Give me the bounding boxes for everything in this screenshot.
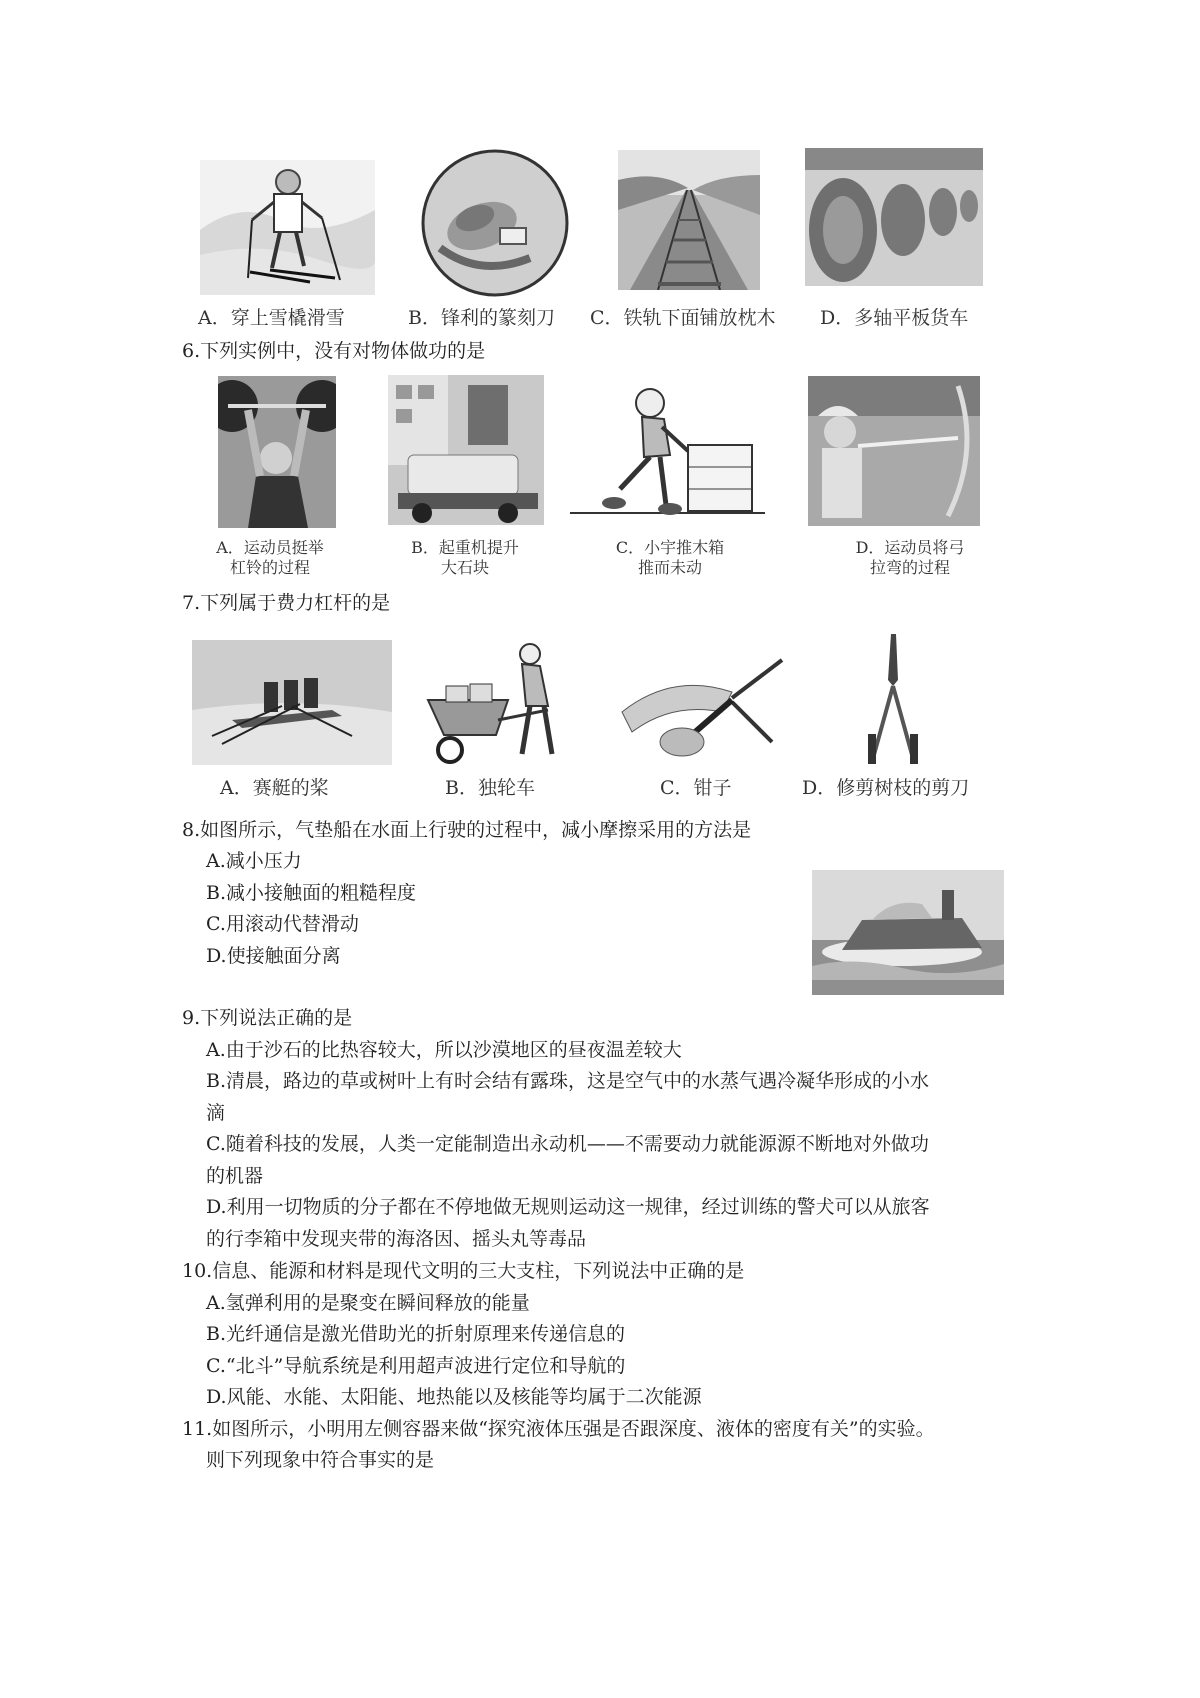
q9-line-6: D.利用一切物质的分子都在不停地做无规则运动这一规律，经过训练的警犬可以从旅客 xyxy=(206,1196,930,1218)
q6-option-d-caption xyxy=(825,538,995,578)
q5-option-b: B．锋利的篆刻刀 xyxy=(408,307,555,329)
q11-stem-line1: 11.如图所示，小明用左侧容器来做“探究液体压强是否跟深度、液体的密度有关”的实验。 xyxy=(182,1418,935,1440)
q6-option-a-line2: 杠铃的过程 xyxy=(229,558,310,577)
q9-line-2: B.清晨，路边的草或树叶上有时会结有露珠，这是空气中的水蒸气遇冷凝华形成的小水 xyxy=(206,1070,930,1092)
q7-stem: 7.下列属于费力杠杆的是 xyxy=(182,592,391,614)
q6-option-c-caption xyxy=(585,538,755,578)
q6-option-b-line2: 大石块 xyxy=(440,558,489,577)
q6-stem: 6.下列实例中，没有对物体做功的是 xyxy=(182,340,486,362)
q10-option-c: C.“北斗”导航系统是利用超声波进行定位和导航的 xyxy=(206,1355,626,1377)
q9-line-3: 滴 xyxy=(206,1102,226,1124)
boy-pushing-box-image xyxy=(570,385,765,523)
q9-line-5: 的机器 xyxy=(206,1165,264,1187)
q5-option-a: A．穿上雪橇滑雪 xyxy=(198,307,345,329)
q6-option-c-line2: 推而未动 xyxy=(637,558,702,577)
q8-option-b: B.减小接触面的粗糙程度 xyxy=(206,882,417,904)
railway-track-image xyxy=(618,150,760,290)
hovercraft-image xyxy=(812,870,1004,995)
pruning-shears-image xyxy=(858,630,928,768)
pliers-image xyxy=(612,652,787,764)
q6-option-c-line1: C．小宇推木箱 xyxy=(615,538,725,557)
weightlifting-image xyxy=(218,376,336,528)
q10-option-a: A.氢弹利用的是聚变在瞬间释放的能量 xyxy=(206,1292,530,1314)
q5-option-c: C．铁轨下面铺放枕木 xyxy=(590,307,776,329)
q6-option-b-line1: B．起重机提升 xyxy=(411,538,519,557)
rowing-boat-image xyxy=(192,640,392,765)
q10-option-d: D.风能、水能、太阳能、地热能以及核能等均属于二次能源 xyxy=(206,1386,702,1408)
archer-drawing-bow-image xyxy=(808,376,980,526)
q9-stem: 9.下列说法正确的是 xyxy=(182,1007,353,1029)
q6-option-a-caption xyxy=(185,538,355,578)
q6-option-d-line1: D．运动员将弓 xyxy=(855,538,965,557)
q11-stem-line2: 则下列现象中符合事实的是 xyxy=(206,1449,435,1471)
q8-stem: 8.如图所示，气垫船在水面上行驶的过程中，减小摩擦采用的方法是 xyxy=(182,819,752,841)
wheelbarrow-image xyxy=(418,640,568,765)
q7-option-c: C．钳子 xyxy=(660,777,732,799)
q7-option-a: A．赛艇的桨 xyxy=(220,777,329,799)
q8-option-c: C.用滚动代替滑动 xyxy=(206,913,359,935)
q6-option-d-line2: 拉弯的过程 xyxy=(869,558,950,577)
q7-option-d: D．修剪树枝的剪刀 xyxy=(802,777,970,799)
q10-option-b: B.光纤通信是激光借助光的折射原理来传递信息的 xyxy=(206,1323,626,1345)
q9-line-7: 的行李箱中发现夹带的海洛因、摇头丸等毒品 xyxy=(206,1228,587,1250)
q9-line-4: C.随着科技的发展，人类一定能制造出永动机——不需要动力就能源源不断地对外做功 xyxy=(206,1133,929,1155)
q7-option-b: B．独轮车 xyxy=(445,777,535,799)
q6-option-b-caption xyxy=(380,538,550,578)
skiing-image xyxy=(200,160,375,295)
q8-option-a: A.减小压力 xyxy=(206,850,302,872)
q10-stem: 10.信息、能源和材料是现代文明的三大支柱，下列说法中正确的是 xyxy=(182,1260,745,1282)
q8-option-d: D.使接触面分离 xyxy=(206,945,341,967)
multi-axle-truck-image xyxy=(805,148,983,286)
q9-line-1: A.由于沙石的比热容较大，所以沙漠地区的昼夜温差较大 xyxy=(206,1039,682,1061)
q6-option-a-line1: A．运动员挺举 xyxy=(216,538,324,557)
seal-carving-knife-image xyxy=(420,148,570,298)
q5-option-d: D．多轴平板货车 xyxy=(820,307,969,329)
crane-lifting-stone-image xyxy=(388,375,544,525)
